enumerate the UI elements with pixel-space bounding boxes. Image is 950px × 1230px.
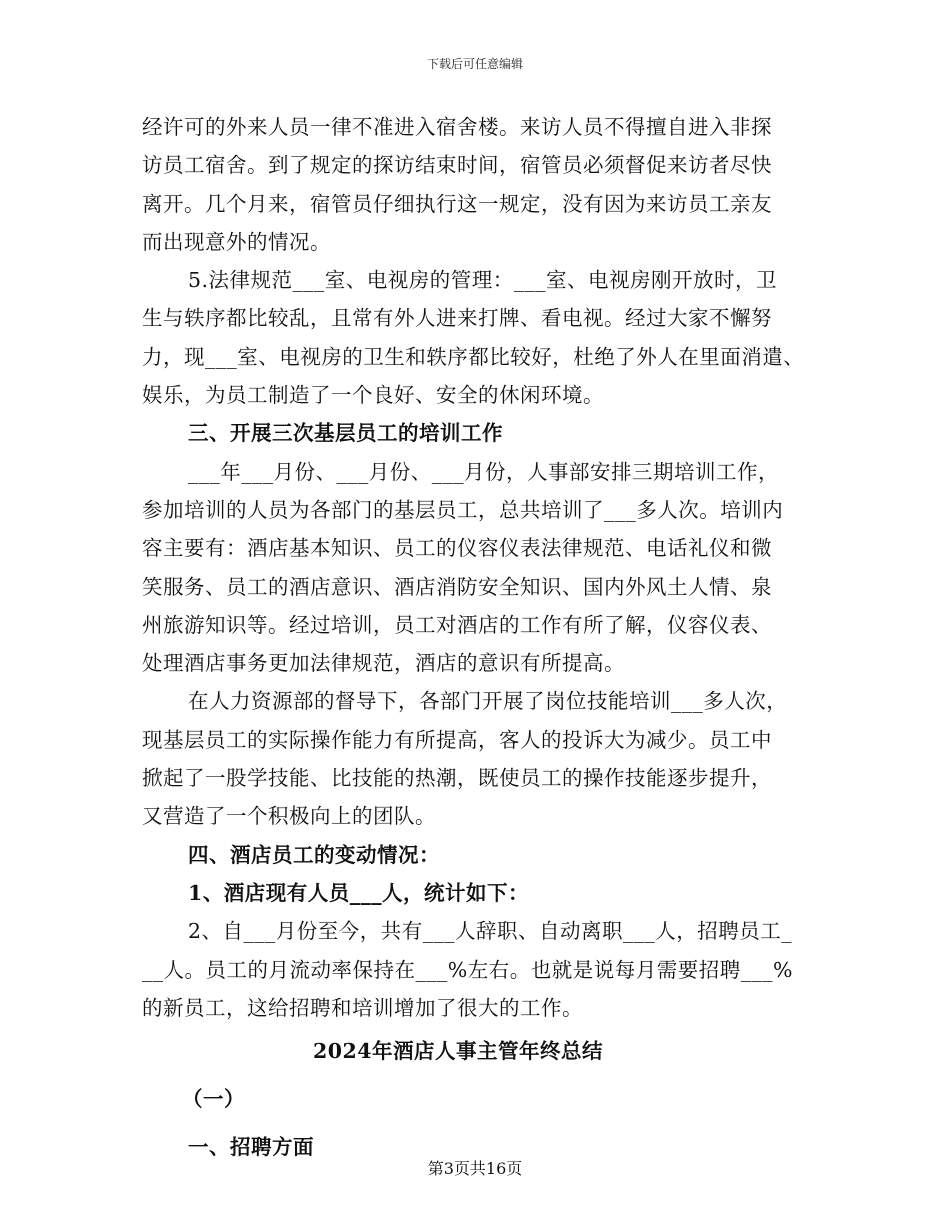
text-line: 州旅游知识等。经过培训，员工对酒店的工作有所了解，仪容仪表、 [142,612,772,637]
text-line: 生与轶序都比较乱，且常有外人进来打牌、看电视。经过大家不懈努 [142,306,772,331]
text-line: 容主要有：酒店基本知识、员工的仪容仪表法律规范、电话礼仪和微 [142,536,772,561]
heading-line: 三、开展三次基层员工的培训工作 [188,421,503,446]
text-line: 现基层员工的实际操作能力有所提高，客人的投诉大为减少。员工中 [142,727,772,752]
text-line: 掀起了一股学技能、比技能的热潮，既使员工的操作技能逐步提升， [142,766,772,791]
page-footer: 第3页共16页 [427,1159,523,1178]
heading-line: 1、酒店现有人员___人，统计如下： [188,880,530,905]
text-line: 5.法律规范___室、电视房的管理：___室、电视房刚开放时，卫 [188,268,778,293]
text-line: 参加培训的人员为各部门的基层员工，总共培训了___多人次。培训内 [142,497,784,522]
section-heading: 一、招聘方面 [188,1135,314,1160]
heading-line: 四、酒店员工的变动情况： [188,842,440,867]
text-line: 力，现___室、电视房的卫生和轶序都比较好，杜绝了外人在里面消遣、 [142,344,805,369]
text-line: 经许可的外来人员一律不准进入宿舍楼。来访人员不得擅自进入非探 [142,115,772,139]
text-line: ___年___月份、___月份、___月份，人事部安排三期培训工作， [188,459,779,484]
text-line: 又营造了一个积极向上的团队。 [142,804,436,829]
text-line: 的新员工，这给招聘和培训增加了很大的工作。 [142,995,583,1020]
text-line: 而出现意外的情况。 [142,229,331,254]
text-line: 笑服务、员工的酒店意识、酒店消防安全知识、国内外风土人情、泉 [142,574,772,599]
document-body [142,108,842,1171]
text-line: 2、自___月份至今，共有___人辞职、自动离职___人，招聘员工_ [188,919,793,944]
text-line: 在人力资源部的督导下，各部门开展了岗位技能培训___多人次， [188,689,788,714]
sub-heading: （一） [182,1087,245,1112]
text-line: 处理酒店事务更加法律规范，酒店的意识有所提高。 [142,651,625,676]
text-line: 访员工宿舍。到了规定的探访结束时间，宿管员必须督促来访者尽快 [142,153,772,178]
section-title: 2024年酒店人事主管年终总结 [312,1039,604,1064]
page-header: 下载后可任意编辑 [426,57,523,71]
paragraph-lines [142,108,842,1027]
text-line: 娱乐，为员工制造了一个良好、安全的休闲环境。 [142,383,604,408]
text-line: __人。员工的月流动率保持在___%左右。也就是说每月需要招聘___% [142,957,793,982]
text-line: 离开。几个月来，宿管员仔细执行这一规定，没有因为来访员工亲友 [142,191,772,216]
